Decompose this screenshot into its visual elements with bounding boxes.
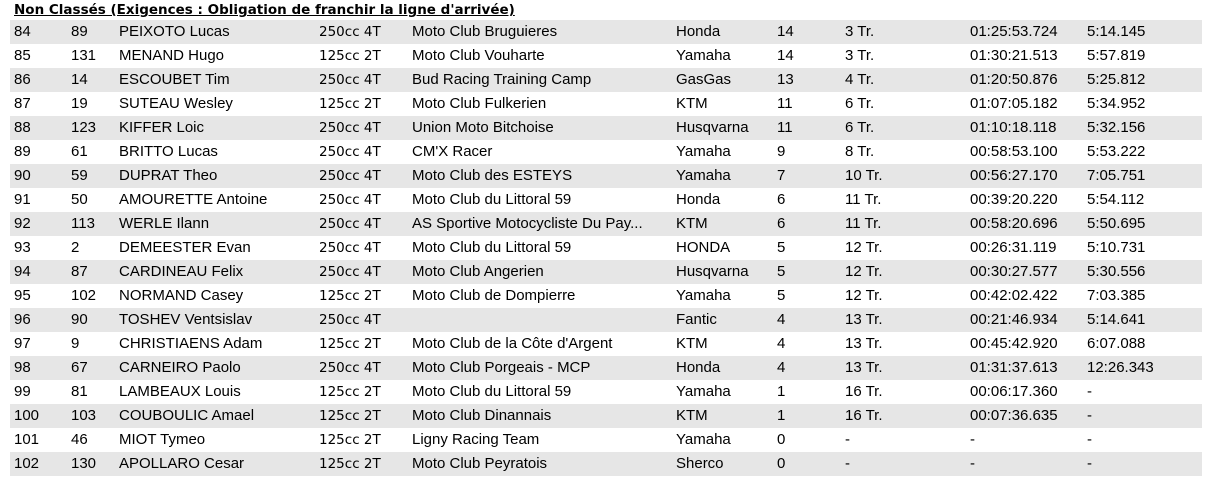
total-time-cell: 01:30:21.513 bbox=[970, 47, 1058, 64]
rank-cell: 102 bbox=[14, 455, 40, 472]
rank-cell: 98 bbox=[14, 359, 31, 376]
club-cell: Ligny Racing Team bbox=[412, 431, 540, 448]
category-cell: 125cc 2T bbox=[319, 336, 381, 352]
brand-cell: KTM bbox=[676, 335, 708, 352]
best-lap-cell: - bbox=[1087, 455, 1092, 472]
laps-cell: 11 bbox=[777, 95, 793, 112]
club-cell: Moto Club de la Côte d'Argent bbox=[412, 335, 613, 352]
club-cell: Moto Club du Littoral 59 bbox=[412, 383, 572, 400]
laps-cell: 0 bbox=[777, 455, 786, 472]
table-row bbox=[10, 332, 1202, 356]
section-heading: Non Classés (Exigences : Obligation de franchir la ligne d'arrivée) bbox=[14, 2, 515, 18]
brand-cell: Husqvarna bbox=[676, 263, 749, 280]
table-row bbox=[10, 212, 1202, 236]
best-lap-cell: 5:54.112 bbox=[1087, 191, 1145, 208]
brand-cell: KTM bbox=[676, 95, 708, 112]
laps-cell: 4 bbox=[777, 335, 786, 352]
brand-cell: Yamaha bbox=[676, 167, 731, 184]
total-time-cell: 00:21:46.934 bbox=[970, 311, 1058, 328]
laps-cell: 4 bbox=[777, 359, 786, 376]
rider-name-cell: SUTEAU Wesley bbox=[119, 95, 233, 112]
rank-cell: 89 bbox=[14, 143, 31, 160]
laps-cell: 6 bbox=[777, 191, 786, 208]
gap-cell: 12 Tr. bbox=[845, 263, 883, 280]
rider-name-cell: DEMEESTER Evan bbox=[119, 239, 251, 256]
brand-cell: KTM bbox=[676, 407, 708, 424]
rider-name-cell: COUBOULIC Amael bbox=[119, 407, 255, 424]
gap-cell: 6 Tr. bbox=[845, 95, 875, 112]
gap-cell: 12 Tr. bbox=[845, 287, 883, 304]
table-row bbox=[10, 140, 1202, 164]
category-cell: 250cc 4T bbox=[319, 168, 381, 184]
brand-cell: Sherco bbox=[676, 455, 724, 472]
club-cell: Union Moto Bitchoise bbox=[412, 119, 554, 136]
table-row bbox=[10, 20, 1202, 44]
best-lap-cell: 12:26.343 bbox=[1087, 359, 1154, 376]
laps-cell: 5 bbox=[777, 239, 786, 256]
bib-number-cell: 14 bbox=[71, 71, 88, 88]
bib-number-cell: 2 bbox=[71, 239, 80, 256]
category-cell: 125cc 2T bbox=[319, 288, 381, 304]
brand-cell: Yamaha bbox=[676, 143, 731, 160]
gap-cell: 12 Tr. bbox=[845, 239, 883, 256]
total-time-cell: - bbox=[970, 455, 975, 472]
total-time-cell: 00:26:31.119 bbox=[970, 239, 1057, 256]
brand-cell: Husqvarna bbox=[676, 119, 749, 136]
table-row bbox=[10, 284, 1202, 308]
best-lap-cell: 5:30.556 bbox=[1087, 263, 1146, 280]
rider-name-cell: WERLE Ilann bbox=[119, 215, 210, 232]
brand-cell: Honda bbox=[676, 23, 721, 40]
total-time-cell: 01:20:50.876 bbox=[970, 71, 1058, 88]
bib-number-cell: 102 bbox=[71, 287, 97, 304]
table-row bbox=[10, 356, 1202, 380]
rider-name-cell: MIOT Tymeo bbox=[119, 431, 206, 448]
bib-number-cell: 90 bbox=[71, 311, 88, 328]
gap-cell: - bbox=[845, 455, 850, 472]
gap-cell: 13 Tr. bbox=[845, 359, 883, 376]
bib-number-cell: 123 bbox=[71, 119, 97, 136]
category-cell: 250cc 4T bbox=[319, 72, 381, 88]
rider-name-cell: CARDINEAU Felix bbox=[119, 263, 244, 280]
club-cell: Moto Club des ESTEYS bbox=[412, 167, 573, 184]
best-lap-cell: 5:53.222 bbox=[1087, 143, 1146, 160]
laps-cell: 14 bbox=[777, 47, 794, 64]
bib-number-cell: 103 bbox=[71, 407, 97, 424]
table-row bbox=[10, 116, 1202, 140]
club-cell: Moto Club de Dompierre bbox=[412, 287, 576, 304]
table-row bbox=[10, 428, 1202, 452]
bib-number-cell: 87 bbox=[71, 263, 88, 280]
rank-cell: 86 bbox=[14, 71, 31, 88]
total-time-cell: 01:07:05.182 bbox=[970, 95, 1058, 112]
rider-name-cell: CARNEIRO Paolo bbox=[119, 359, 241, 376]
bib-number-cell: 131 bbox=[71, 47, 97, 64]
best-lap-cell: - bbox=[1087, 431, 1092, 448]
total-time-cell: 00:30:27.577 bbox=[970, 263, 1058, 280]
rider-name-cell: KIFFER Loic bbox=[119, 119, 205, 136]
rank-cell: 95 bbox=[14, 287, 31, 304]
category-cell: 250cc 4T bbox=[319, 120, 381, 136]
rider-name-cell: ESCOUBET Tim bbox=[119, 71, 230, 88]
gap-cell: 6 Tr. bbox=[845, 119, 875, 136]
club-cell: Moto Club Fulkerien bbox=[412, 95, 547, 112]
table-row bbox=[10, 260, 1202, 284]
category-cell: 125cc 2T bbox=[319, 408, 381, 424]
laps-cell: 6 bbox=[777, 215, 786, 232]
club-cell: Bud Racing Training Camp bbox=[412, 71, 592, 88]
brand-cell: Fantic bbox=[676, 311, 717, 328]
table-row bbox=[10, 308, 1202, 332]
gap-cell: 11 Tr. bbox=[845, 215, 882, 232]
laps-cell: 7 bbox=[777, 167, 786, 184]
bib-number-cell: 61 bbox=[71, 143, 88, 160]
bib-number-cell: 67 bbox=[71, 359, 88, 376]
club-cell: AS Sportive Motocycliste Du Pay... bbox=[412, 215, 643, 232]
bib-number-cell: 46 bbox=[71, 431, 88, 448]
best-lap-cell: - bbox=[1087, 383, 1092, 400]
category-cell: 125cc 2T bbox=[319, 96, 381, 112]
rank-cell: 100 bbox=[14, 407, 40, 424]
gap-cell: 4 Tr. bbox=[845, 71, 875, 88]
rider-name-cell: NORMAND Casey bbox=[119, 287, 244, 304]
rank-cell: 93 bbox=[14, 239, 31, 256]
total-time-cell: - bbox=[970, 431, 975, 448]
rank-cell: 101 bbox=[14, 431, 40, 448]
rider-name-cell: BRITTO Lucas bbox=[119, 143, 218, 160]
laps-cell: 4 bbox=[777, 311, 786, 328]
best-lap-cell: 5:10.731 bbox=[1087, 239, 1146, 256]
brand-cell: Yamaha bbox=[676, 287, 731, 304]
gap-cell: - bbox=[845, 431, 850, 448]
best-lap-cell: 5:34.952 bbox=[1087, 95, 1146, 112]
rank-cell: 99 bbox=[14, 383, 31, 400]
bib-number-cell: 9 bbox=[71, 335, 80, 352]
laps-cell: 14 bbox=[777, 23, 794, 40]
table-row bbox=[10, 164, 1202, 188]
total-time-cell: 00:06:17.360 bbox=[970, 383, 1058, 400]
club-cell: Moto Club Peyratois bbox=[412, 455, 548, 472]
table-row bbox=[10, 92, 1202, 116]
laps-cell: 5 bbox=[777, 287, 786, 304]
category-cell: 250cc 4T bbox=[319, 144, 381, 160]
rank-cell: 92 bbox=[14, 215, 31, 232]
club-cell: Moto Club du Littoral 59 bbox=[412, 191, 572, 208]
table-row bbox=[10, 404, 1202, 428]
total-time-cell: 00:58:20.696 bbox=[970, 215, 1058, 232]
rank-cell: 88 bbox=[14, 119, 31, 136]
rider-name-cell: LAMBEAUX Louis bbox=[119, 383, 241, 400]
brand-cell: Yamaha bbox=[676, 431, 731, 448]
total-time-cell: 00:07:36.635 bbox=[970, 407, 1058, 424]
total-time-cell: 00:45:42.920 bbox=[970, 335, 1058, 352]
category-cell: 250cc 4T bbox=[319, 216, 381, 232]
club-cell: Moto Club Porgeais - MCP bbox=[412, 359, 591, 376]
best-lap-cell: 5:32.156 bbox=[1087, 119, 1146, 136]
rank-cell: 85 bbox=[14, 47, 31, 64]
brand-cell: GasGas bbox=[676, 71, 732, 88]
category-cell: 125cc 2T bbox=[319, 432, 381, 448]
table-row bbox=[10, 452, 1202, 476]
club-cell: CM'X Racer bbox=[412, 143, 493, 160]
best-lap-cell: 5:50.695 bbox=[1087, 215, 1146, 232]
brand-cell: Yamaha bbox=[676, 383, 731, 400]
category-cell: 250cc 4T bbox=[319, 240, 381, 256]
best-lap-cell: 7:05.751 bbox=[1087, 167, 1146, 184]
category-cell: 125cc 2T bbox=[319, 384, 381, 400]
total-time-cell: 01:31:37.613 bbox=[970, 359, 1058, 376]
category-cell: 125cc 2T bbox=[319, 48, 381, 64]
rider-name-cell: MENAND Hugo bbox=[119, 47, 225, 64]
rank-cell: 90 bbox=[14, 167, 31, 184]
rank-cell: 96 bbox=[14, 311, 31, 328]
results-table bbox=[10, 20, 1202, 476]
gap-cell: 13 Tr. bbox=[845, 335, 883, 352]
bib-number-cell: 50 bbox=[71, 191, 88, 208]
rank-cell: 94 bbox=[14, 263, 31, 280]
table-row bbox=[10, 236, 1202, 260]
best-lap-cell: 5:25.812 bbox=[1087, 71, 1146, 88]
gap-cell: 3 Tr. bbox=[845, 23, 875, 40]
table-row bbox=[10, 380, 1202, 404]
rider-name-cell: DUPRAT Theo bbox=[119, 167, 218, 184]
rank-cell: 87 bbox=[14, 95, 31, 112]
category-cell: 250cc 4T bbox=[319, 192, 381, 208]
best-lap-cell: 5:14.641 bbox=[1087, 311, 1146, 328]
gap-cell: 16 Tr. bbox=[845, 383, 883, 400]
laps-cell: 11 bbox=[777, 119, 793, 136]
brand-cell: KTM bbox=[676, 215, 708, 232]
bib-number-cell: 130 bbox=[71, 455, 97, 472]
category-cell: 250cc 4T bbox=[319, 24, 381, 40]
brand-cell: Honda bbox=[676, 359, 721, 376]
laps-cell: 9 bbox=[777, 143, 786, 160]
total-time-cell: 00:56:27.170 bbox=[970, 167, 1058, 184]
gap-cell: 13 Tr. bbox=[845, 311, 883, 328]
best-lap-cell: 6:07.088 bbox=[1087, 335, 1146, 352]
rider-name-cell: APOLLARO Cesar bbox=[119, 455, 245, 472]
rank-cell: 84 bbox=[14, 23, 31, 40]
best-lap-cell: 5:14.145 bbox=[1087, 23, 1146, 40]
total-time-cell: 01:10:18.118 bbox=[970, 119, 1057, 136]
club-cell: Moto Club Dinannais bbox=[412, 407, 552, 424]
bib-number-cell: 89 bbox=[71, 23, 88, 40]
category-cell: 250cc 4T bbox=[319, 360, 381, 376]
category-cell: 250cc 4T bbox=[319, 312, 381, 328]
club-cell: Moto Club Vouharte bbox=[412, 47, 545, 64]
club-cell: Moto Club Angerien bbox=[412, 263, 544, 280]
bib-number-cell: 81 bbox=[71, 383, 88, 400]
category-cell: 125cc 2T bbox=[319, 456, 381, 472]
laps-cell: 1 bbox=[777, 407, 786, 424]
laps-cell: 0 bbox=[777, 431, 786, 448]
brand-cell: HONDA bbox=[676, 239, 731, 256]
bib-number-cell: 19 bbox=[71, 95, 88, 112]
rank-cell: 97 bbox=[14, 335, 31, 352]
club-cell: Moto Club Bruguieres bbox=[412, 23, 558, 40]
total-time-cell: 01:25:53.724 bbox=[970, 23, 1058, 40]
best-lap-cell: 5:57.819 bbox=[1087, 47, 1146, 64]
brand-cell: Yamaha bbox=[676, 47, 731, 64]
best-lap-cell: - bbox=[1087, 407, 1092, 424]
table-row bbox=[10, 68, 1202, 92]
rider-name-cell: CHRISTIAENS Adam bbox=[119, 335, 263, 352]
gap-cell: 3 Tr. bbox=[845, 47, 875, 64]
total-time-cell: 00:58:53.100 bbox=[970, 143, 1058, 160]
bib-number-cell: 59 bbox=[71, 167, 88, 184]
rider-name-cell: AMOURETTE Antoine bbox=[119, 191, 268, 208]
club-cell: Moto Club du Littoral 59 bbox=[412, 239, 572, 256]
total-time-cell: 00:39:20.220 bbox=[970, 191, 1058, 208]
total-time-cell: 00:42:02.422 bbox=[970, 287, 1058, 304]
bib-number-cell: 113 bbox=[71, 215, 95, 232]
gap-cell: 16 Tr. bbox=[845, 407, 883, 424]
best-lap-cell: 7:03.385 bbox=[1087, 287, 1146, 304]
rider-name-cell: PEIXOTO Lucas bbox=[119, 23, 230, 40]
gap-cell: 8 Tr. bbox=[845, 143, 875, 160]
gap-cell: 11 Tr. bbox=[845, 191, 882, 208]
rank-cell: 91 bbox=[14, 191, 31, 208]
laps-cell: 5 bbox=[777, 263, 786, 280]
laps-cell: 1 bbox=[777, 383, 786, 400]
brand-cell: Honda bbox=[676, 191, 721, 208]
table-row bbox=[10, 44, 1202, 68]
category-cell: 250cc 4T bbox=[319, 264, 381, 280]
table-row bbox=[10, 188, 1202, 212]
laps-cell: 13 bbox=[777, 71, 794, 88]
rider-name-cell: TOSHEV Ventsislav bbox=[119, 311, 253, 328]
gap-cell: 10 Tr. bbox=[845, 167, 883, 184]
